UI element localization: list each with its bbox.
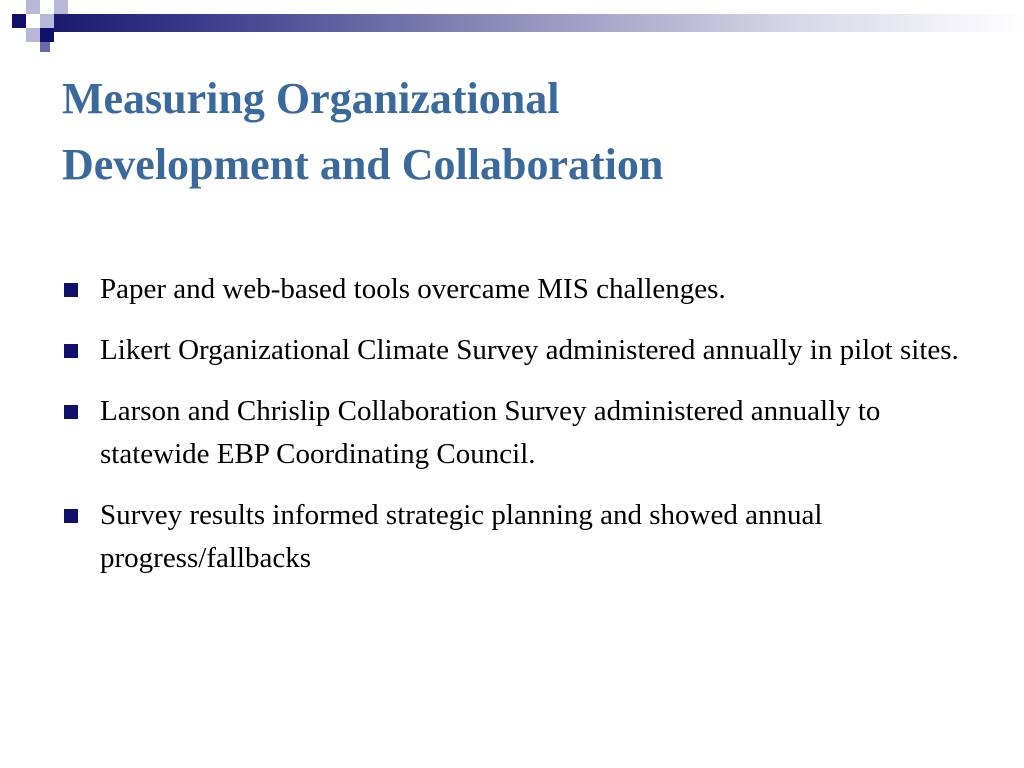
decor-square-icon <box>40 42 50 52</box>
square-bullet-icon <box>64 405 78 419</box>
title-line-1: Measuring Organizational <box>62 74 560 123</box>
decor-square-icon <box>26 28 40 42</box>
bullet-list <box>62 268 972 598</box>
square-bullet-icon <box>64 509 78 523</box>
slide-title <box>62 66 962 198</box>
decor-square-icon <box>26 0 40 14</box>
list-item <box>62 390 972 476</box>
decor-square-icon <box>40 14 54 28</box>
header-gradient-bar <box>54 14 1024 32</box>
decor-square-icon <box>54 0 68 14</box>
title-line-2: Development and Collaboration <box>62 140 664 189</box>
bullet-text: Survey results informed strategic planning and showed annual progress/fallbacks <box>100 499 823 574</box>
square-bullet-icon <box>64 344 78 358</box>
decor-square-icon <box>40 28 54 42</box>
decor-square-icon <box>12 14 26 28</box>
bullet-text: Likert Organizational Climate Survey administered annually in pilot sites. <box>100 334 959 366</box>
square-bullet-icon <box>64 283 78 297</box>
list-item <box>62 268 972 311</box>
list-item <box>62 329 972 372</box>
bullet-text: Paper and web-based tools overcame MIS challenges. <box>100 273 726 305</box>
list-item <box>62 494 972 580</box>
bullet-text: Larson and Chrislip Collaboration Survey administered annually to statewide EBP Coordinating Council. <box>100 395 881 470</box>
